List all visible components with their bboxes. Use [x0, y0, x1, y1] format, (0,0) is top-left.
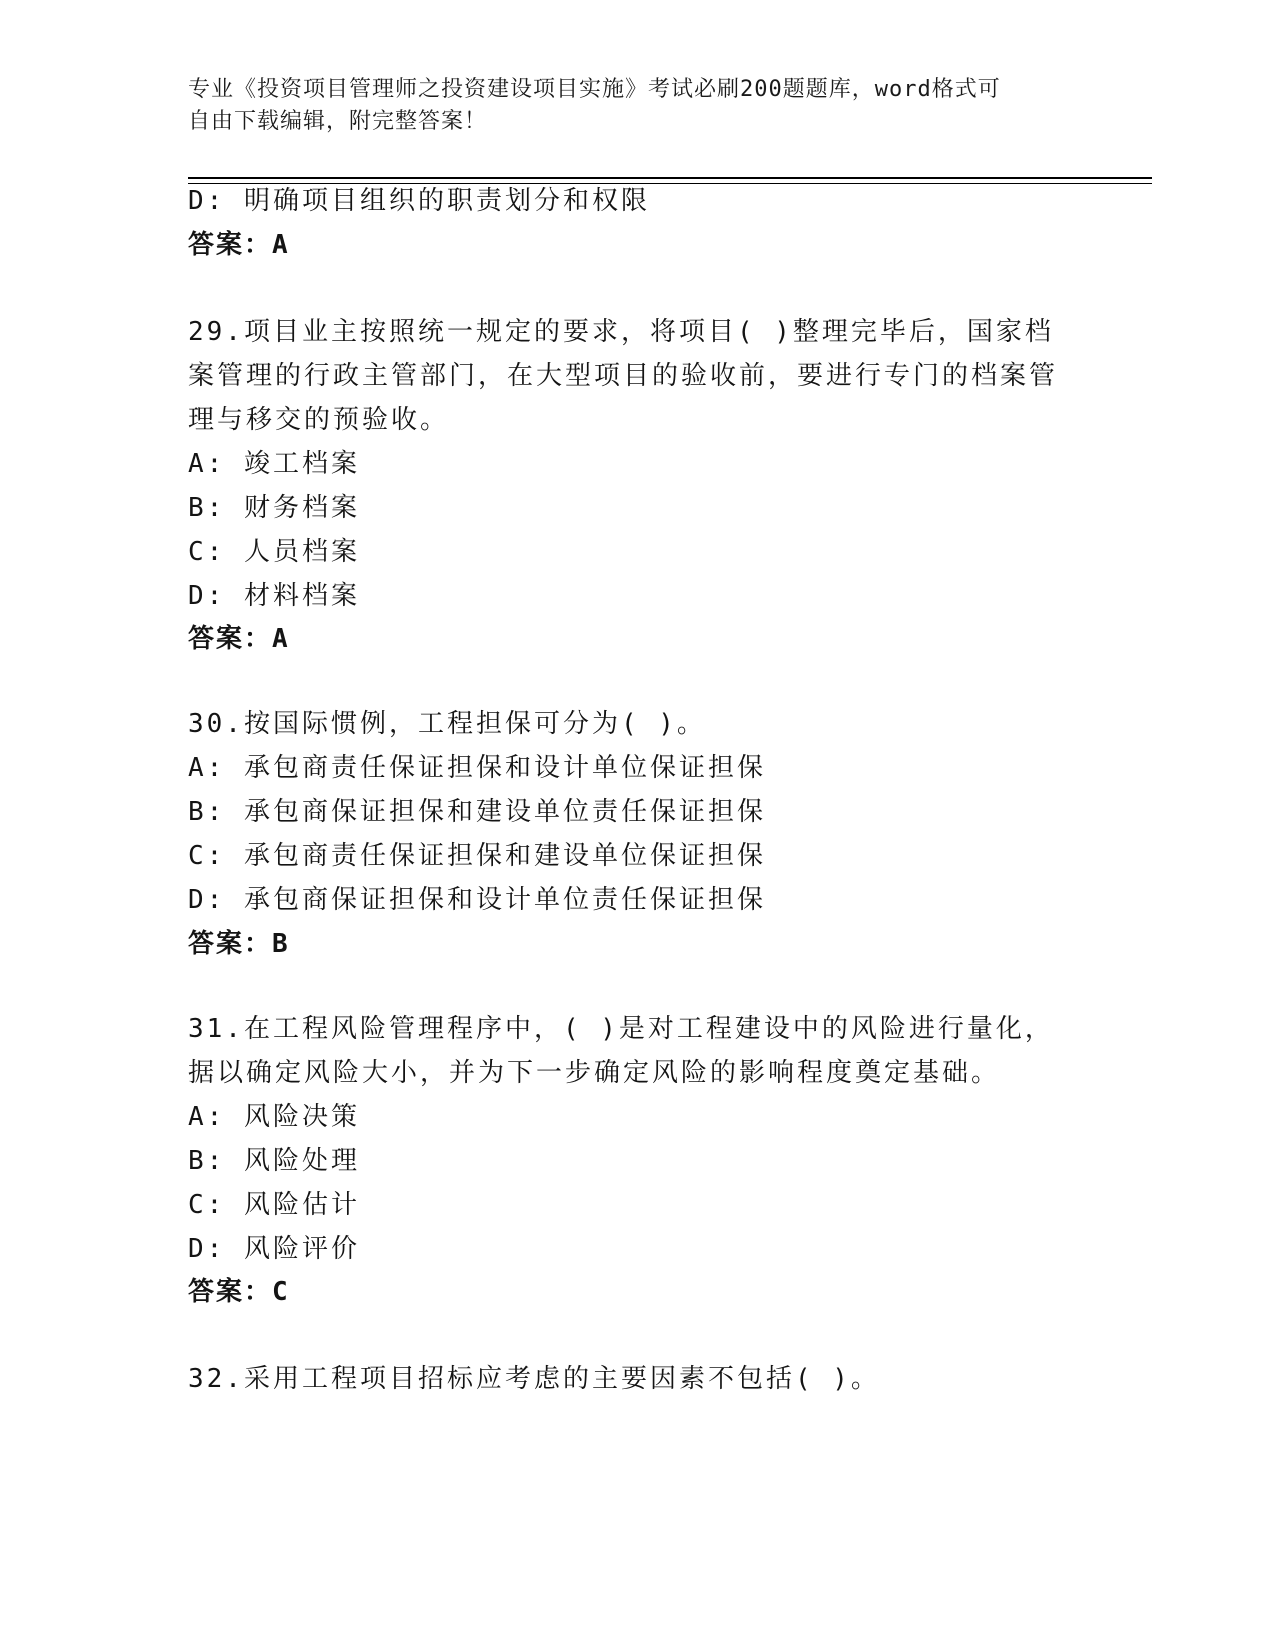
q29-answer: 答案：A — [188, 624, 290, 654]
prev-answer: 答案：A — [188, 230, 290, 260]
q29-stem-line-1: 29.项目业主按照统一规定的要求，将项目( )整理完毕后，国家档 — [188, 317, 1054, 347]
q29-stem-line-2: 案管理的行政主管部门，在大型项目的验收前，要进行专门的档案管 — [188, 361, 1059, 391]
q30-stem-line-1: 30.按国际惯例，工程担保可分为( )。 — [188, 709, 706, 739]
q31-option-a: A: 风险决策 — [188, 1102, 360, 1132]
q31-option-b: B: 风险处理 — [188, 1146, 360, 1176]
q29-stem-line-3: 理与移交的预验收。 — [188, 405, 450, 435]
header-divider-thin — [188, 183, 1152, 184]
q29-option-b: B: 财务档案 — [188, 493, 360, 523]
q30-option-b: B: 承包商保证担保和建设单位责任保证担保 — [188, 797, 766, 827]
q30-option-d: D: 承包商保证担保和设计单位责任保证担保 — [188, 885, 766, 915]
q31-answer: 答案：C — [188, 1277, 290, 1307]
header-line-1: 专业《投资项目管理师之投资建设项目实施》考试必刷200题题库，word格式可 — [188, 77, 1001, 102]
q31-stem-line-2: 据以确定风险大小，并为下一步确定风险的影响程度奠定基础。 — [188, 1058, 1001, 1088]
q30-answer: 答案：B — [188, 929, 290, 959]
q31-stem-line-1: 31.在工程风险管理程序中，( )是对工程建设中的风险进行量化， — [188, 1014, 1054, 1044]
q29-option-c: C: 人员档案 — [188, 537, 360, 567]
q31-option-d: D: 风险评价 — [188, 1234, 360, 1264]
prev-option-d: D: 明确项目组织的职责划分和权限 — [188, 186, 650, 216]
q30-option-a: A: 承包商责任保证担保和设计单位保证担保 — [188, 753, 766, 783]
q29-option-a: A: 竣工档案 — [188, 449, 360, 479]
document-header — [188, 74, 1068, 138]
q32-stem-line-1: 32.采用工程项目招标应考虑的主要因素不包括( )。 — [188, 1364, 880, 1394]
q30-option-c: C: 承包商责任保证担保和建设单位保证担保 — [188, 841, 766, 871]
header-divider-thick — [188, 177, 1152, 179]
header-line-2: 自由下载编辑，附完整答案！ — [188, 109, 488, 134]
q29-option-d: D: 材料档案 — [188, 581, 360, 611]
q31-option-c: C: 风险估计 — [188, 1190, 360, 1220]
